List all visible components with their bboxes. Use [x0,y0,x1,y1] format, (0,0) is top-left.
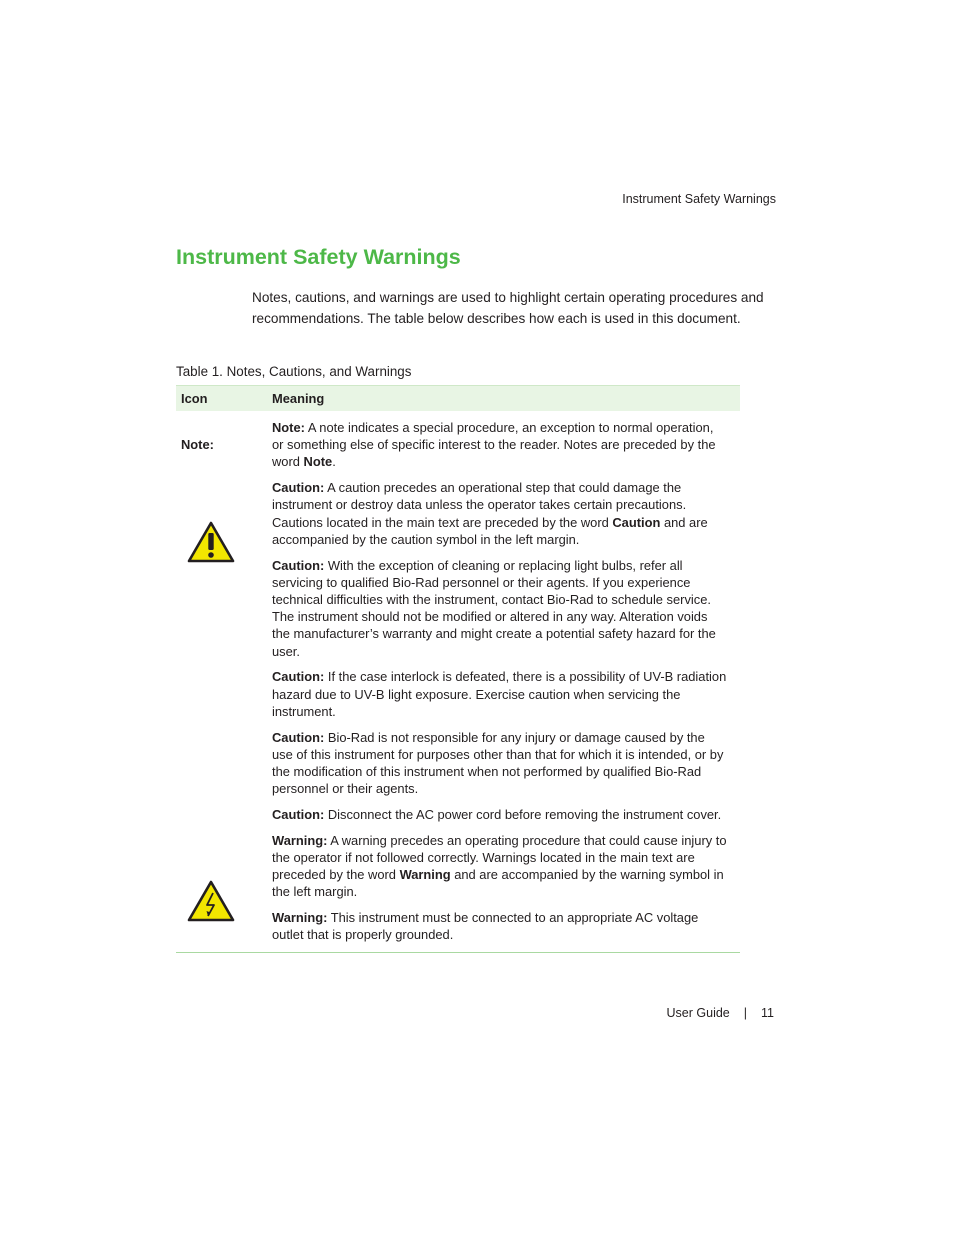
meaning-column [267,419,740,952]
icon-column [176,419,267,952]
caution-exclamation-triangle-icon [187,521,235,563]
table-entry [272,832,728,901]
table-entry [272,479,728,548]
entry-text: A caution precedes an operational step that could damage the instrument or destroy data unless the operator takes certain precautions. Cautions located in the main text are preceded by the word [272,480,687,530]
table-entry [272,909,728,943]
table-entry [272,729,728,798]
entry-label: Caution: [272,807,325,823]
entry-text: and are accompanied by the caution symbol in the left margin. [272,514,708,547]
entry-text: This instrument must be connected to an appropriate AC voltage outlet that is properly grounded. [272,910,699,943]
electrical-hazard-triangle-icon [187,880,235,922]
note-label: Note: [181,437,214,452]
entry-text: and are accompanied by the warning symbol in the left margin. [272,867,724,900]
entry-keyword: Caution [612,514,661,530]
table-body [176,411,740,952]
entry-text: With the exception of cleaning or replacing light bulbs, refer all servicing to qualified Bio-Rad personnel or their agents. If you experience technical difficulties with the instrument, contact Bio-Rad to schedule service. The instrument should not be modified or altered in any way. Alteration voids the manufacturer’s warranty and might create a potential safety hazard for the user. [272,557,716,659]
entry-keyword: Note [303,454,333,470]
table-caption: Table 1. Notes, Cautions, and Warnings [176,364,412,379]
entry-label: Caution: [272,669,325,685]
entry-label: Caution: [272,729,325,745]
table-header-row [176,385,740,411]
table-entry [272,668,728,720]
entry-label: Note: [272,420,305,435]
page-title: Instrument Safety Warnings [176,245,461,269]
entry-text: . [332,454,336,470]
entry-text: Bio-Rad is not responsible for any injury or damage caused by the use of this instrument for purposes other than that for which it is intended, or by the modification of this instrument when not performed by qualified Bio-Rad personnel or their agents. [272,729,724,797]
table-entry [272,557,728,660]
table-entry [272,806,728,823]
column-header-meaning: Meaning [272,391,325,406]
running-header: Instrument Safety Warnings [622,192,776,206]
footer-separator: | [743,1006,748,1020]
entry-label: Caution: [272,480,325,496]
page-footer [667,1006,774,1020]
entry-text: A warning precedes an operating procedure that could cause injury to the operator if not followed correctly. Warnings located in the main text are preceded by the word [272,832,727,883]
page-number: 11 [761,1006,774,1020]
notes-cautions-warnings-table [176,385,740,953]
entry-text: If the case interlock is defeated, there is a possibility of UV-B radiation hazard due to UV-B light exposure. Exercise caution when servicing the instrument. [272,669,727,719]
entry-label: Warning: [272,832,328,848]
intro-paragraph: Notes, cautions, and warnings are used to highlight certain operating procedures and recommendations. The table below describes how each is used in this document. [252,290,764,326]
entry-keyword: Warning [399,867,451,883]
entry-label: Warning: [272,910,328,926]
entry-text: Disconnect the AC power cord before removing the instrument cover. [324,807,722,823]
footer-label: User Guide [666,1006,730,1020]
column-header-icon: Icon [181,391,208,406]
table-entry [272,419,728,471]
entry-label: Caution: [272,557,325,573]
entry-text: A note indicates a special procedure, an exception to normal operation, or something else of specific interest to the reader. Notes are preceded by the word [272,420,716,470]
